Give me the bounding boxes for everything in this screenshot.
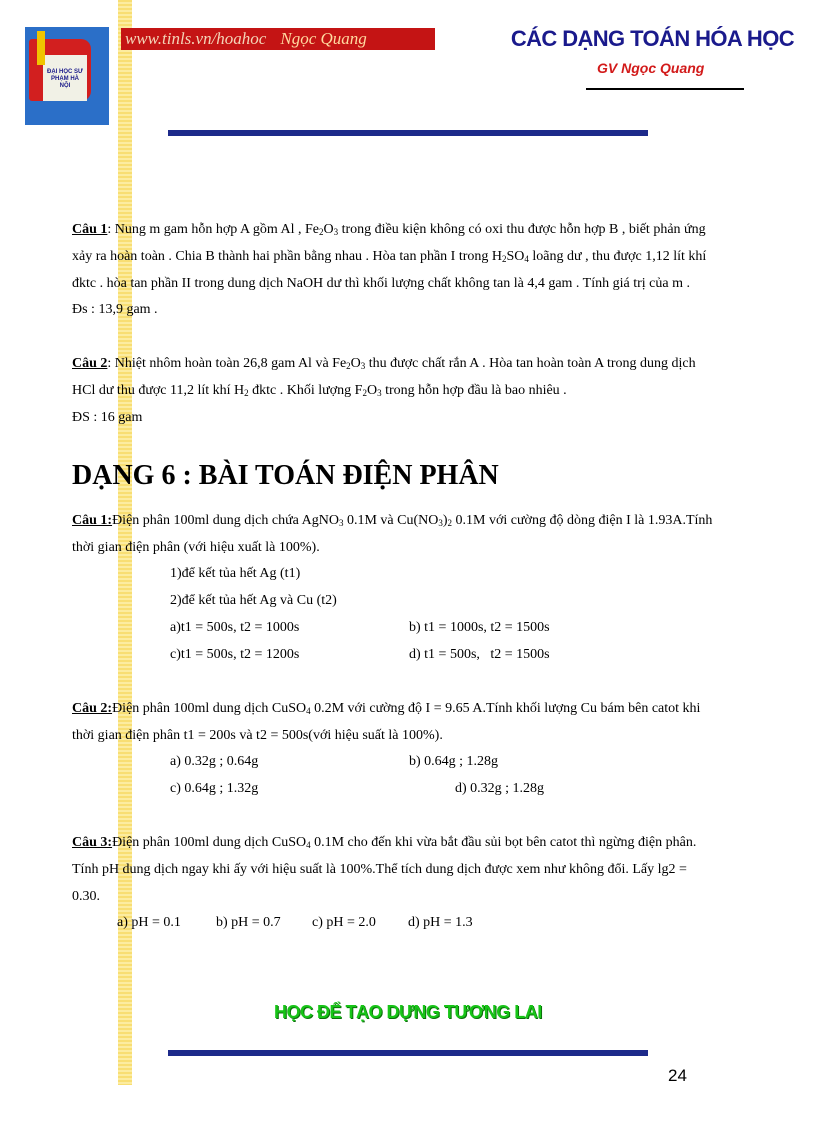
- problem-1-label: Câu 1: [72, 222, 108, 237]
- problem-1-line-3: đktc . hòa tan phần II trong dung dịch NaOH dư thì khối lượng chất không tan là 4,4 gam . Tính giá trị của m .: [72, 276, 690, 291]
- website-url: www.tinls.vn/hoahoc: [125, 29, 267, 48]
- electrolysis-q2-option-b: b) 0.64g ; 1.28g: [409, 754, 499, 769]
- logo-torch-icon: [37, 31, 45, 65]
- document-title: CÁC DẠNG TOÁN HÓA HỌC: [510, 26, 794, 51]
- section-heading: DẠNG 6 : BÀI TOÁN ĐIỆN PHÂN: [72, 460, 499, 491]
- electrolysis-q2-line-2: thời gian điện phân t1 = 200s và t2 = 500s(với hiệu suất là 100%).: [72, 728, 443, 743]
- header-underline: [586, 88, 744, 90]
- footer-slogan: HỌC ĐỂ TẠO DỰNG TƯƠNG LAI: [274, 1002, 542, 1022]
- electrolysis-q3-line-3: 0.30.: [72, 889, 100, 904]
- electrolysis-q1: Câu 1:Điện phân 100ml dung dịch chứa AgNO$_3$ 0.1M và $Cu(NO_3)_2$ 0.1M với cường độ dòng điện I là 1.93A.Tính: [72, 513, 713, 528]
- bottom-divider-bar: [168, 1050, 648, 1056]
- problem-2: Câu 2: Nhiệt nhôm hoàn toàn 26,8 gam Al và $Fe_2O_3$ thu được chất rắn A . Hòa tan hoàn toàn A trong dung dịch: [72, 356, 696, 371]
- electrolysis-q3: Câu 3:Điện phân 100ml dung dịch CuSO$_4$ 0.1M cho đến khi vừa bắt đầu sủi bọt bên catot thì ngừng điện phân.: [72, 835, 697, 850]
- problem-2-answer: ĐS : 16 gam: [72, 410, 143, 425]
- electrolysis-q1-option-d: d) t1 = 500s, t2 = 1500s: [409, 647, 550, 662]
- signature: Ngọc Quang: [280, 29, 367, 48]
- problem-1: Câu 1: Nung m gam hỗn hợp A gồm Al , $Fe_2O_3$ trong điều kiện không có oxi thu được hỗn hợp B , biết phản ứng: [72, 222, 706, 237]
- problem-1-answer: Đs : 13,9 gam .: [72, 302, 158, 317]
- electrolysis-q2-label: Câu 2:: [72, 701, 113, 716]
- electrolysis-q2-option-a: a) 0.32g ; 0.64g: [170, 754, 259, 769]
- electrolysis-q2-option-d: d) 0.32g ; 1.28g: [455, 781, 545, 796]
- university-logo: [25, 27, 109, 125]
- electrolysis-q1-option-a: a)t1 = 500s, t2 = 1000s: [170, 620, 300, 635]
- electrolysis-q3-option-d: d) pH = 1.3: [408, 915, 473, 930]
- electrolysis-q3-line-2: Tính pH dung dịch ngay khi ấy với hiệu suất là 100%.Thể tích dung dịch được xem như không đổi. Lấy lg2 =: [72, 862, 687, 877]
- problem-1-line-2: xảy ra hoàn toàn . Chia B thành hai phần bằng nhau . Hòa tan phần I trong $H_2SO_4$ loãng dư , thu được 1,12 lít khí: [72, 249, 707, 264]
- electrolysis-q1-sub-1: 1)để kết tủa hết Ag (t1): [170, 566, 301, 581]
- page-number: 24: [668, 1066, 687, 1085]
- electrolysis-q1-option-b: b) t1 = 1000s, t2 = 1500s: [409, 620, 550, 635]
- electrolysis-q3-label: Câu 3:: [72, 835, 113, 850]
- electrolysis-q3-option-b: b) pH = 0.7: [216, 915, 281, 930]
- logo-text: ĐẠI HỌC SƯ PHẠM HÀ NỘI: [47, 69, 83, 89]
- author: GV Ngọc Quang: [597, 60, 705, 76]
- problem-2-label: Câu 2: [72, 356, 108, 371]
- top-divider-bar: [168, 130, 648, 136]
- electrolysis-q3-option-a: a) pH = 0.1: [117, 915, 181, 930]
- electrolysis-q3-option-c: c) pH = 2.0: [312, 915, 376, 930]
- electrolysis-q1-line-2: thời gian điện phân (với hiệu xuất là 100%).: [72, 540, 320, 555]
- problem-2-line-2: HCl dư thu được 11,2 lít khí $H_2$ đktc . Khối lượng $F_2O_3$ trong hỗn hợp đầu là bao nhiêu .: [72, 383, 567, 398]
- website-banner: [121, 28, 435, 50]
- electrolysis-q2-option-c: c) 0.64g ; 1.32g: [170, 781, 259, 796]
- electrolysis-q1-label: Câu 1:: [72, 513, 113, 528]
- electrolysis-q1-sub-2: 2)để kết tủa hết Ag và Cu (t2): [170, 593, 337, 608]
- electrolysis-q2: Câu 2:Điện phân 100ml dung dịch CuSO$_4$ 0.2M với cường độ I = 9.65 A.Tính khối lượng Cu bám bên catot khi: [72, 701, 701, 716]
- electrolysis-q1-option-c: c)t1 = 500s, t2 = 1200s: [170, 647, 300, 662]
